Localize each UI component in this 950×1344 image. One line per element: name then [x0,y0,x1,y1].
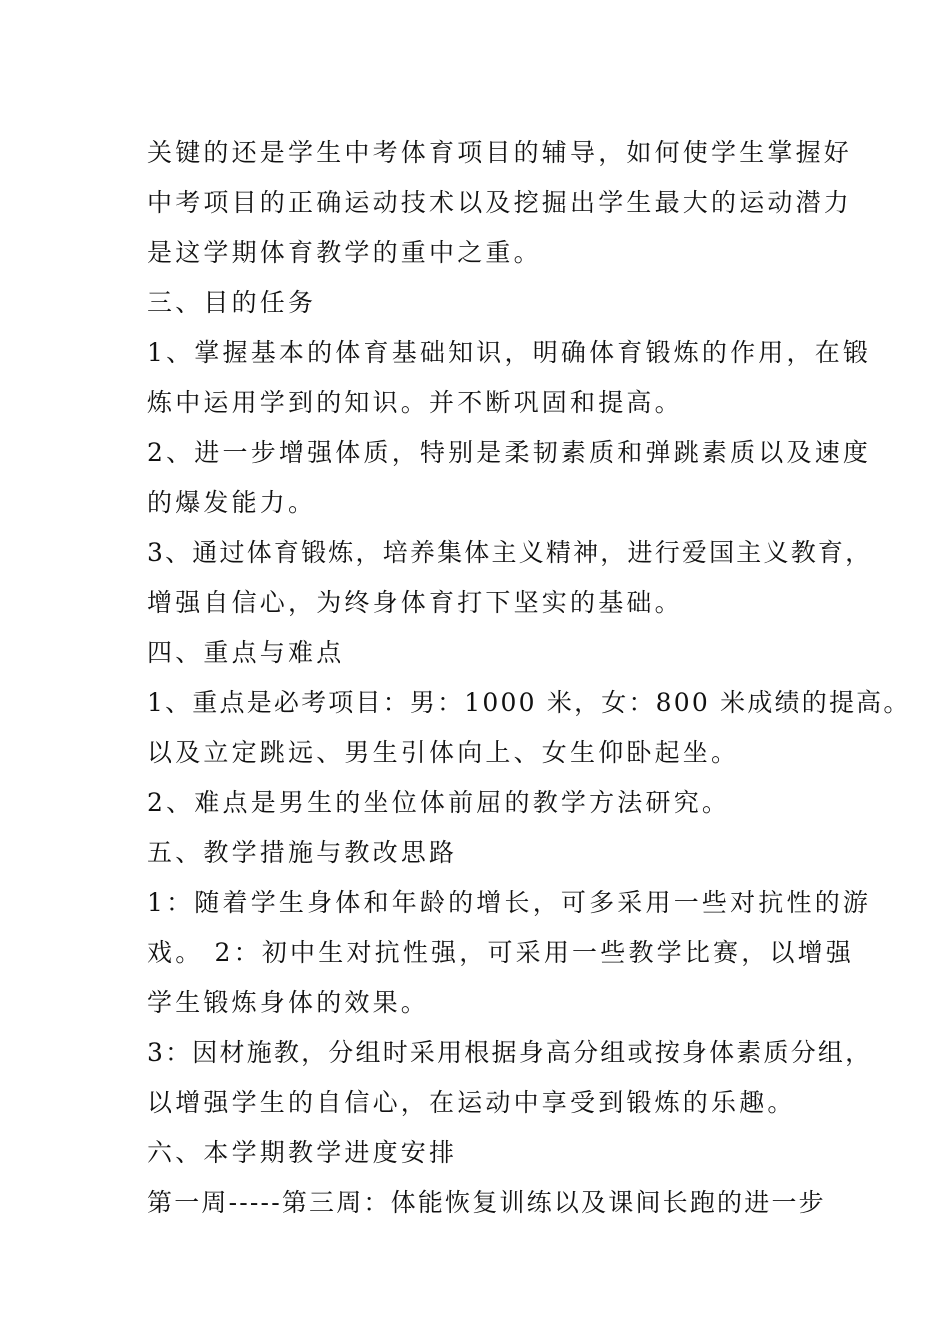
paragraph-line: 第一周-----第三周：体能恢复训练以及课间长跑的进一步 [147,1188,826,1217]
paragraph-line: 以增强学生的自信心，在运动中享受到锻炼的乐趣。 [147,1088,796,1117]
paragraph-line: 2、进一步增强体质，特别是柔韧素质和弹跳素质以及速度 [147,438,872,467]
paragraph-line: 3：因材施教，分组时采用根据身高分组或按身体素质分组， [147,1038,873,1067]
paragraph-line: 炼中运用学到的知识。并不断巩固和提高。 [147,388,683,417]
paragraph-line: 是这学期体育教学的重中之重。 [147,238,542,267]
paragraph-line: 1、掌握基本的体育基础知识，明确体育锻炼的作用，在锻 [147,338,872,367]
section-heading-objectives: 三、目的任务 [147,288,317,317]
section-heading-key-points: 四、重点与难点 [147,638,345,667]
paragraph-line: 增强自信心，为终身体育打下坚实的基础。 [147,588,683,617]
paragraph-line: 1：随着学生身体和年龄的增长，可多采用一些对抗性的游 [147,888,872,917]
paragraph-line: 的爆发能力。 [147,488,317,517]
section-heading-schedule: 六、本学期教学进度安排 [147,1138,458,1167]
section-heading-measures: 五、教学措施与教改思路 [147,838,458,867]
paragraph-line: 以及立定跳远、男生引体向上、女生仰卧起坐。 [147,738,740,767]
document-body [147,128,911,1228]
paragraph-line: 3、通过体育锻炼，培养集体主义精神，进行爱国主义教育， [147,538,873,567]
paragraph-line: 戏。 2：初中生对抗性强，可采用一些教学比赛，以增强 [147,938,855,967]
paragraph-line: 2、难点是男生的坐位体前屈的教学方法研究。 [147,788,731,817]
paragraph-line: 关键的还是学生中考体育项目的辅导，如何使学生掌握好 [147,138,853,167]
paragraph-line: 学生锻炼身体的效果。 [147,988,430,1017]
paragraph-line: 中考项目的正确运动技术以及挖掘出学生最大的运动潜力 [147,188,853,217]
paragraph-line: 1、重点是必考项目：男：1000 米，女：800 米成绩的提高。 [147,688,911,717]
